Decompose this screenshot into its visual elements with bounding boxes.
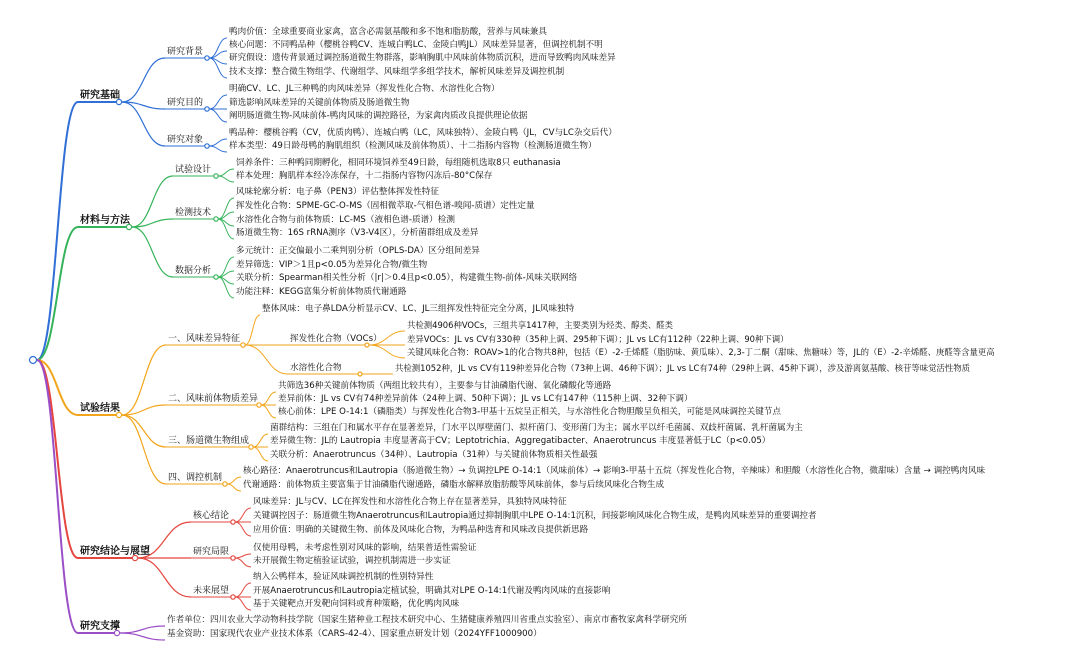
leaf-label: 开展Anaerotruncus和Lautropia定植试验，明确其对LPE O-14:1代谢及鸭肉风味的直接影响: [253, 586, 611, 596]
item-connector: [235, 508, 251, 522]
topic-node-dot: [231, 520, 235, 524]
branch-title: 研究结论与展望: [80, 546, 150, 557]
leaf-label: 应用价值：明确的关键微生物、前体及风味化合物，为鸭品种选育和风味改良提供新思路: [253, 525, 589, 535]
leaf-label: 关键风味化合物：ROAV>1的化合物共8种，包括（E）-2-壬烯醛（脂肪味、黄瓜味）、2,3-丁二酮（甜味、焦糖味）等，JL的（E）-2-辛烯醛、庚醛等含量更高: [407, 347, 995, 357]
leaf-label: 挥发性化合物：SPME-GC-O-MS（固相微萃取-气相色谱-嗅闻-质谱）定性定量: [236, 201, 535, 211]
topic-node-dot: [214, 217, 218, 221]
leaf-label: 整体风味：电子鼻LDA分析显示CV、LC、JL三组挥发性特征完全分离，JL风味独特: [262, 304, 575, 314]
leaf-label: 未开展微生物定植验证试验，调控机制需进一步实证: [253, 556, 451, 566]
topic-label: 研究对象: [167, 135, 204, 145]
topic-label: 三、肠道微生物组成: [168, 436, 250, 446]
topic-node-dot: [223, 482, 227, 486]
item-connector: [218, 169, 234, 176]
leaf-label: 仅使用母鸭，未考虑性别对风味的影响，结果普适性需验证: [253, 543, 477, 553]
item-connector: [253, 447, 268, 461]
topic-connector: [138, 558, 191, 597]
leaf-label: 鸭品种：樱桃谷鸭（CV，优质肉鸭）、连城白鸭（LC，风味独特）、金陵白鸭（JL，CV与LC杂交后代）: [229, 128, 617, 138]
leaf-label: 阐明肠道微生物-风味前体-鸭肉风味的调控路径，为家禽肉质改良提供理论依据: [229, 111, 528, 121]
leaf-label: 菌群结构：三组在门和属水平存在显著差异，门水平以厚壁菌门、拟杆菌门、变形菌门为主；属水平以纤毛菌属、双歧杆菌属、乳杆菌属为主: [270, 423, 803, 433]
leaf-label: 明确CV、LC、JL三种鸭的肉风味差异（挥发性化合物、水溶性化合物）: [229, 84, 500, 94]
leaf-label: 水溶性化合物与前体物质：LC-MS（液相色谱-质谱）检测: [236, 215, 455, 225]
leaf-label: 差异前体：JL vs CV有74种差异前体（24种上调、50种下调）；JL vs LC有147种（115种上调、32种下调）: [278, 394, 693, 404]
subtopic-label: 水溶性化合物: [290, 363, 342, 373]
item-connector: [209, 146, 227, 152]
topic-node-dot: [214, 174, 218, 178]
subtopic-label: 挥发性化合物（VOCs）: [290, 334, 382, 344]
leaf-label: 代谢通路：前体物质主要富集于甘油磷脂代谢通路，磷脂水解释放脂肪酸等风味前体，参与后续风味化合物生成: [243, 480, 665, 490]
item-connector: [209, 95, 227, 109]
leaf-label: 样本处理：胸肌样本经冷冻保存，十二指肠内容物闪冻后-80°C保存: [236, 171, 493, 181]
topic-node-dot: [205, 107, 209, 111]
leaf-label: 基于关键靶点开发靶向饲料或育种策略，优化鸭肉风味: [253, 599, 460, 609]
leaf-label: 风味轮廓分析：电子鼻（PEN3）评估整体挥发性特征: [236, 187, 439, 197]
topic-label: 未来展望: [193, 586, 230, 596]
branch-title: 材料与方法: [80, 215, 130, 226]
leaf-label: 共筛选36种关键前体物质（两组比较共有），主要参与甘油磷脂代谢、氧化磷酸化等通路: [278, 381, 612, 391]
leaf-label: 共检测1052种，JL vs CV有119种差异化合物（73种上调、46种下调）；JL vs LC有74种（29种上调、45种下调），涉及游离氨基酸、核苷等味觉活性物质: [395, 363, 970, 373]
topic-label: 核心结论: [193, 511, 230, 521]
topic-node-dot: [231, 556, 235, 560]
leaf-label: 纳入公鸭样本，验证风味调控机制的性别特异性: [253, 572, 434, 582]
topic-label: 一、风味差异特征: [168, 334, 241, 344]
topic-connector: [120, 633, 165, 640]
item-connector: [235, 522, 251, 536]
leaf-label: 关键调控因子：肠道微生物Anaerotruncus和Lautropia通过抑制胸肌中LPE O-14:1沉积，间接影响风味化合物生成，是鸭肉风味差异的重要调控者: [253, 511, 817, 521]
leaf-label: 功能注释：KEGG富集分析前体物质代谢通路: [236, 287, 407, 297]
leaf-label: 技术支撑：整合微生物组学、代谢组学、风味组学多组学技术，解析风味差异及调控机制: [229, 67, 565, 77]
topic-node-dot: [205, 56, 209, 60]
item-connector: [235, 554, 251, 558]
leaf-label: 饲养条件：三种鸭同期孵化，相同环境饲养至49日龄，每组随机选取8只 euthanasia: [236, 158, 561, 168]
topic-label: 研究局限: [193, 547, 230, 557]
leaf-label: 作者单位：四川农业大学动物科技学院（国家生猪种业工程技术研究中心、生猪健康养殖四川省重点实验室）、南京市畜牧家禽科学研究所: [167, 615, 687, 625]
leaf-label: 样本类型：49日龄母鸭的胸肌组织（检测风味及前体物质）、十二指肠内容物（检测肠道微生物）: [229, 141, 597, 151]
topic-label: 数据分析: [175, 266, 212, 276]
leaf-label: 风味差异：JL与CV、LC在挥发性和水溶性化合物上存在显著差异，具独特风味特征: [253, 497, 567, 507]
item-connector: [235, 558, 251, 567]
item-connector: [245, 315, 260, 345]
detail-connector: [369, 345, 405, 358]
topic-connector: [122, 415, 166, 447]
leaf-label: 核心路径：Anaerotruncus和Lautropia（肠道微生物）→ 负调控LPE O-14:1（风味前体）→ 影响3-甲基十五烷（挥发性化合物，辛辣味）和胆酸（水溶性化合物，微甜味）含量 → 调控鸭肉风味: [243, 466, 986, 476]
leaf-label: 差异微生物：JL的 Lautropia 丰度显著高于CV；Leptotrichia、Aggregatibacter、Anaerotruncus 丰度显著低于LC（p<0.05）: [270, 436, 771, 446]
topic-connector: [120, 626, 165, 633]
item-connector: [218, 176, 234, 182]
leaf-label: 差异筛选：VIP＞1且p<0.05为差异化合物/微生物: [236, 260, 428, 270]
item-connector: [253, 434, 268, 447]
topic-connector: [122, 415, 166, 484]
leaf-label: 多元统计：正交偏最小二乘判别分析（OPLS-DA）区分组间差异: [236, 246, 480, 256]
root-node-dot: [30, 357, 37, 364]
branch-connector: [37, 360, 78, 633]
topic-connector: [122, 345, 166, 415]
leaf-label: 关联分析：Spearman相关性分析（|r|＞0.4且p<0.05），构建微生物-前体-风味关联网络: [236, 273, 578, 283]
item-connector: [235, 583, 251, 597]
topic-node-dot: [214, 275, 218, 279]
topic-label: 检测技术: [175, 208, 212, 218]
leaf-label: 关联分析：Anaerotruncus（34种）、Lautropia（31种）与关键前体物质相关性最强: [270, 450, 598, 460]
item-connector: [227, 477, 241, 484]
branch-connector: [37, 227, 78, 360]
subtopic-node-dot: [358, 372, 362, 376]
topic-label: 研究目的: [167, 98, 204, 108]
leaf-label: 鸭肉价值：全球重要商业家禽，富含必需氨基酸和多不饱和脂肪酸，营养与风味兼具: [229, 27, 547, 37]
leaf-label: 共检测4906种VOCs，三组共享1417种，主要类别为烃类、醇类、醛类: [407, 320, 674, 330]
item-connector: [235, 597, 251, 610]
branch-title: 研究基础: [80, 90, 120, 101]
leaf-label: 差异VOCs：JL vs CV有330种（35种上调、295种下调）；JL vs LC有112种（22种上调、90种下调）: [407, 334, 789, 344]
leaf-label: 肠道微生物：16S rRNA测序（V3-V4区），分析菌群组成及差异: [236, 228, 479, 238]
topic-connector: [122, 405, 166, 415]
item-connector: [245, 345, 288, 374]
topic-node-dot: [205, 144, 209, 148]
topic-connector: [122, 58, 165, 102]
topic-label: 试验设计: [175, 165, 212, 175]
leaf-label: 筛选影响风味差异的关键前体物质及肠道微生物: [229, 98, 410, 108]
topic-label: 研究背景: [167, 47, 204, 57]
leaf-label: 基金资助：国家现代农业产业技术体系（CARS-42-4）、国家重点研发计划（2024YFF1000900）: [167, 629, 542, 639]
topic-label: 四、调控机制: [168, 473, 223, 483]
item-connector: [227, 484, 241, 491]
leaf-label: 核心问题：不同鸭品种（樱桃谷鸭CV、连城白鸭LC、金陵白鸭JL）风味差异显著，但调控机制不明: [229, 40, 603, 50]
item-connector: [261, 392, 276, 405]
leaf-label: 研究假设：遗传背景通过调控肠道微生物群落，影响胸肌中风味前体物质沉积，进而导致鸭肉风味差异: [229, 53, 616, 63]
topic-node-dot: [249, 445, 253, 449]
topic-connector: [132, 227, 173, 277]
leaf-label: 核心前体：LPE O-14:1（磷脂类）与挥发性化合物3-甲基十五烷呈正相关，与水溶性化合物胆酸呈负相关，可能是风味调控关键节点: [278, 407, 781, 417]
topic-label: 二、风味前体物质差异: [168, 394, 259, 404]
item-connector: [209, 139, 227, 146]
item-connector: [209, 109, 227, 122]
item-connector: [261, 405, 276, 418]
branch-title: 研究支撑: [80, 621, 120, 632]
topic-node-dot: [231, 595, 235, 599]
topic-node-dot: [241, 343, 245, 347]
branch-title: 试验结果: [80, 403, 120, 414]
